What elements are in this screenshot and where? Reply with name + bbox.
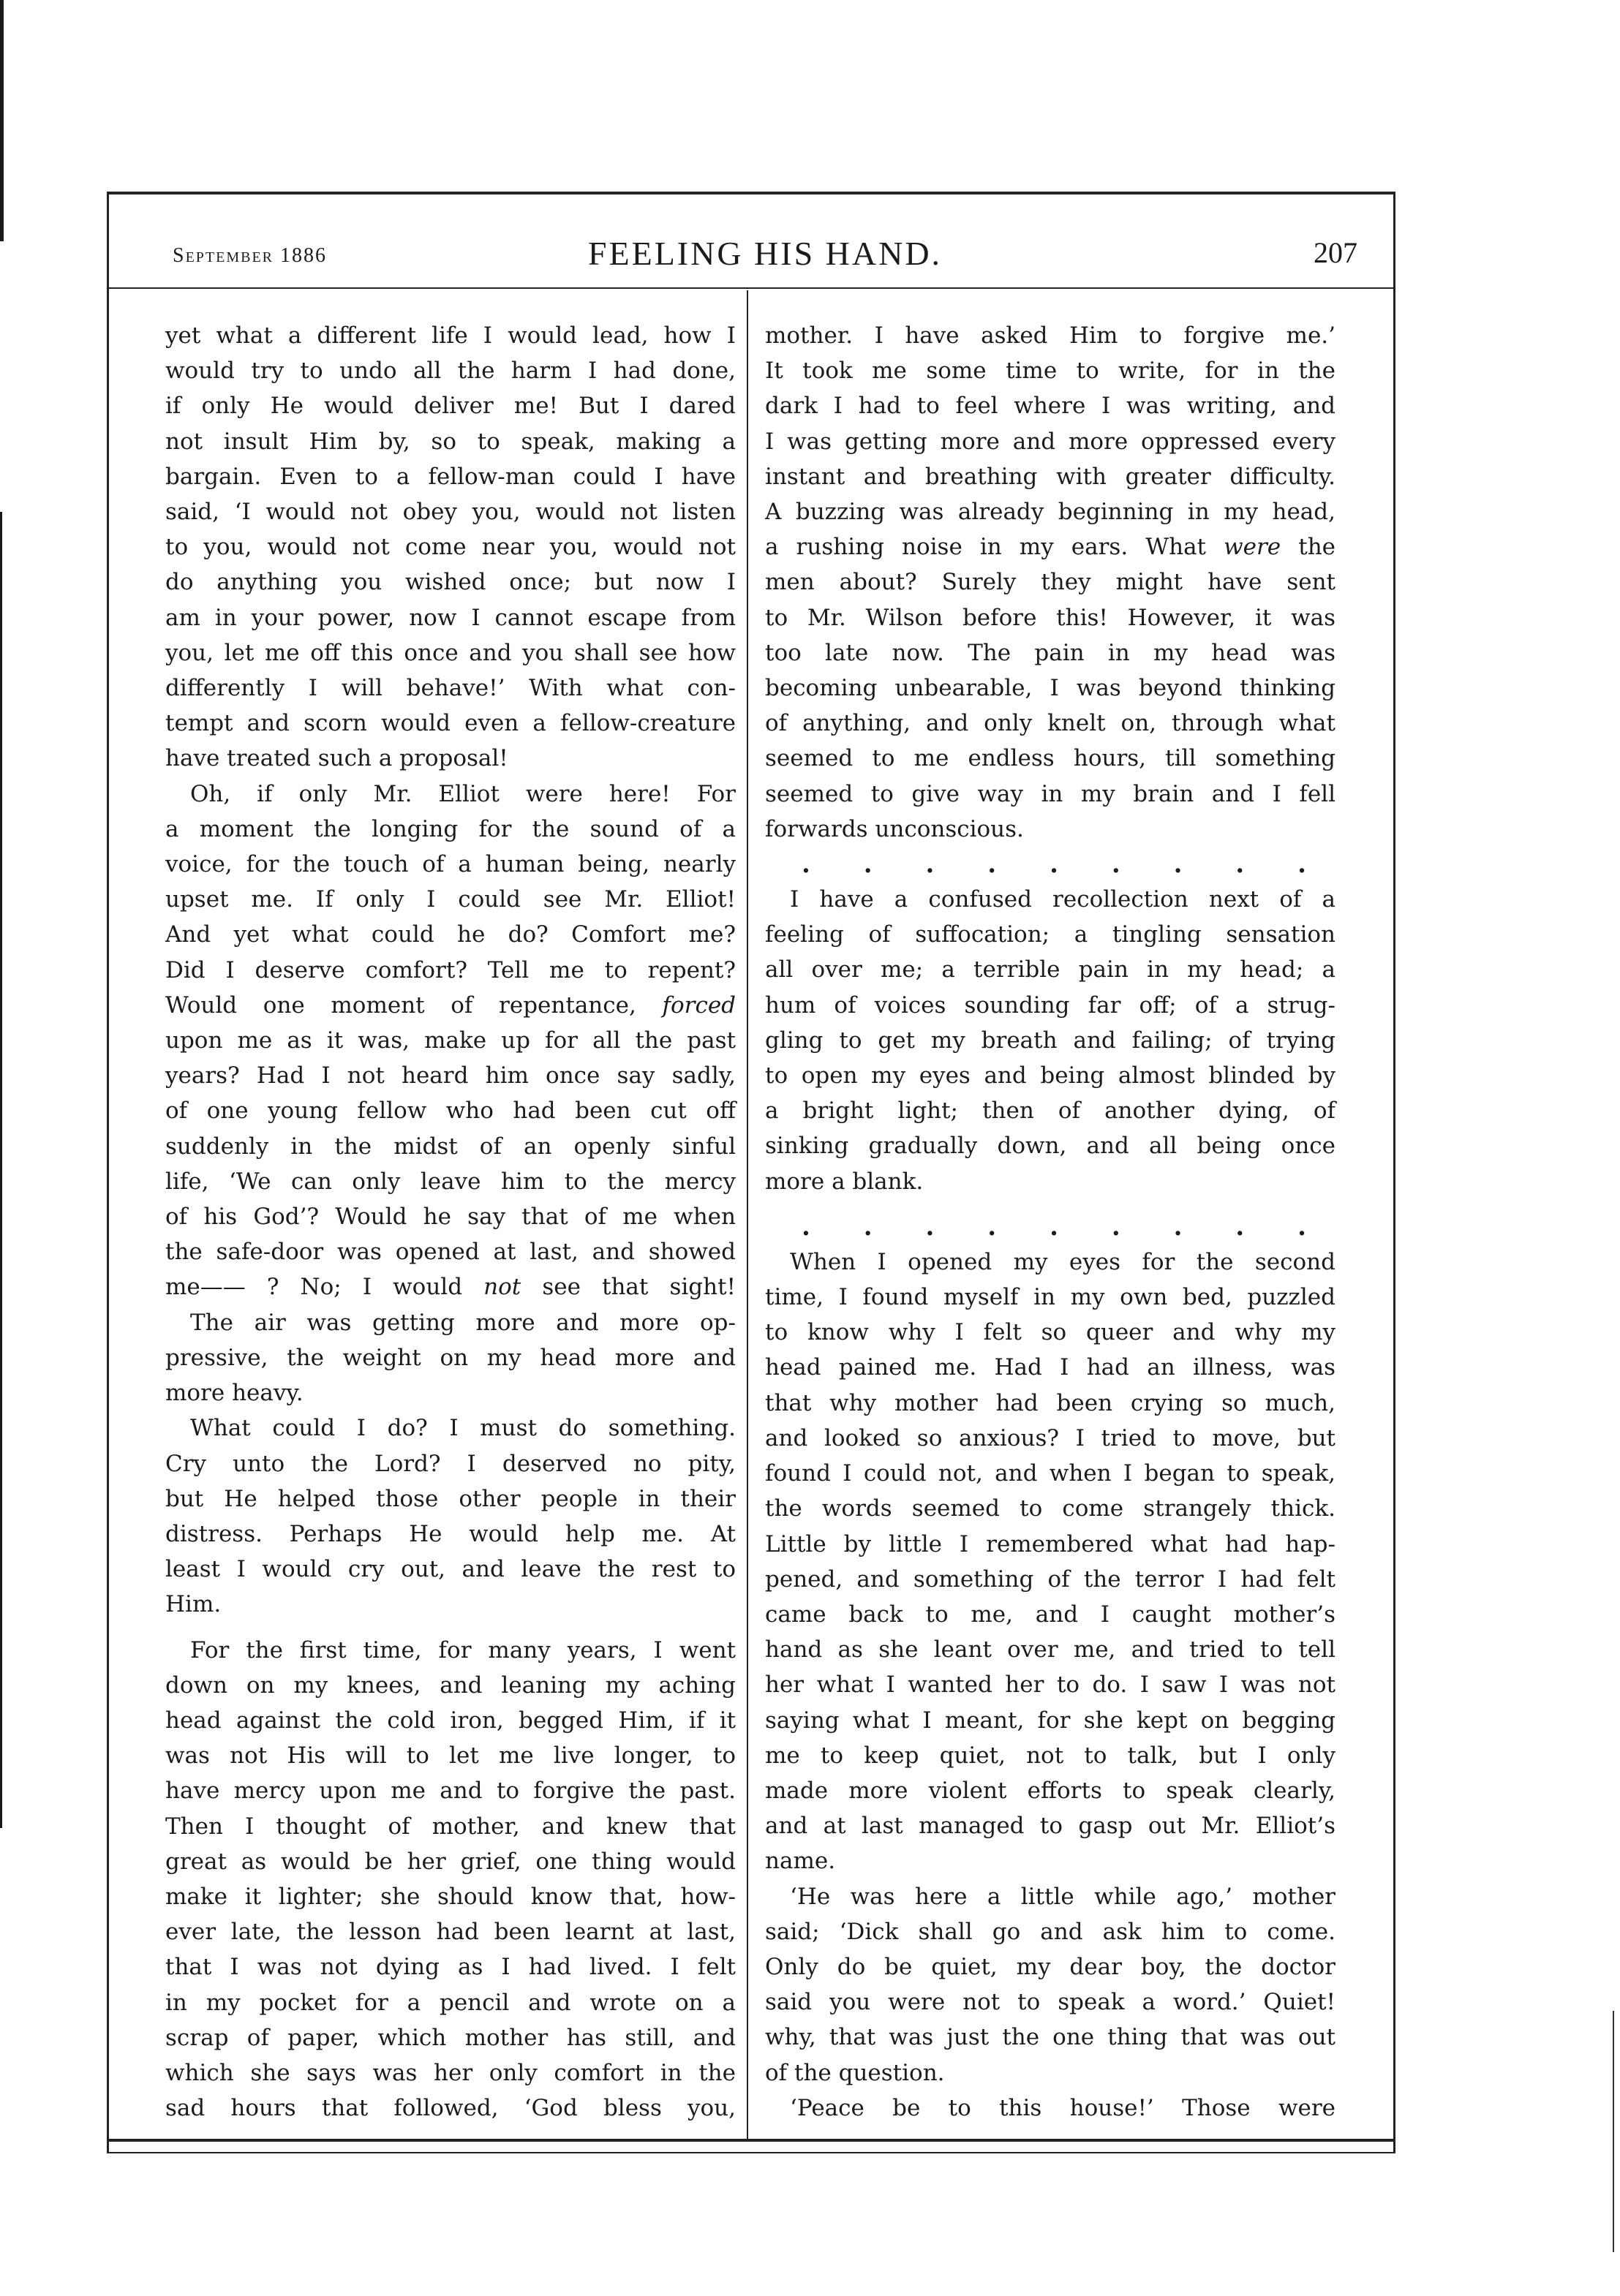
text-line: too late now. The pain in my head was xyxy=(765,639,1335,666)
text-line: am in your power, now I cannot escape from xyxy=(165,604,736,631)
header-rule xyxy=(107,287,1395,289)
text-line: life, ‘We can only leave him to the mercy xyxy=(165,1168,736,1195)
text-line: great as would be her grief, one thing would xyxy=(165,1848,736,1875)
text-line: to open my eyes and being almost blinded by xyxy=(765,1062,1335,1090)
text-line: years? Had I not heard him once say sadly, xyxy=(165,1062,736,1090)
issue-date: September 1886 xyxy=(173,244,328,267)
text-line: head pained me. Had I had an illness, was xyxy=(765,1354,1335,1381)
text-line: which she says was her only comfort in the xyxy=(165,2059,736,2086)
footer-rule xyxy=(107,2139,1395,2142)
text-line: of one young fellow who had been cut off xyxy=(165,1098,736,1125)
text-line: pened, and something of the terror I had felt xyxy=(765,1566,1335,1593)
text-line: dark I had to feel where I was writing, and xyxy=(765,393,1335,420)
text-line: least I would cry out, and leave the rest to xyxy=(165,1556,736,1583)
text-line: I was getting more and more oppressed every xyxy=(765,428,1335,455)
text-line: more heavy. xyxy=(165,1380,304,1407)
text-line: would try to undo all the harm I had done, xyxy=(165,358,736,385)
paragraph-gap xyxy=(165,1623,736,1633)
paragraph xyxy=(765,2091,1335,2126)
text-line: voice, for the touch of a human being, nearly xyxy=(165,851,736,878)
text-line: sinking gradually down, and all being once xyxy=(765,1133,1335,1160)
section-break: . . . . . . . . . xyxy=(802,850,1306,880)
top-rule xyxy=(107,192,1395,195)
text-line xyxy=(765,529,1335,564)
text-line: to you, would not come near you, would not xyxy=(165,534,736,561)
paragraph xyxy=(765,318,1335,847)
text-line: becoming unbearable, I was beyond thinking xyxy=(765,675,1335,702)
paragraph-gap xyxy=(765,1199,1335,1209)
paragraph xyxy=(165,1411,736,1622)
text-line: Little by little I remembered what had hap- xyxy=(765,1530,1335,1557)
text-line: seemed to me endless hours, till something xyxy=(765,745,1335,772)
text-line: feeling of suffocation; a tingling sensation xyxy=(765,921,1335,948)
text-line: men about? Surely they might have sent xyxy=(765,569,1335,596)
text-line: why, that was just the one thing that was out xyxy=(765,2024,1335,2051)
text-segment: the xyxy=(1298,534,1336,561)
text-line: I have a confused recollection next of a xyxy=(790,886,1335,913)
running-head xyxy=(173,234,1357,278)
text-line: The air was getting more and more op- xyxy=(190,1309,736,1336)
text-line: the safe-door was opened at last, and showed xyxy=(165,1239,736,1266)
text-line: When I opened my eyes for the second xyxy=(790,1248,1335,1275)
text-segment: me—— ? No; I would xyxy=(165,1274,463,1301)
text-line: ‘He was here a little while ago,’ mother xyxy=(790,1883,1335,1910)
text-line: of his God’? Would he say that of me when xyxy=(165,1204,736,1231)
paragraph xyxy=(765,1879,1335,2091)
text-line: have treated such a proposal! xyxy=(165,745,508,772)
text-line: suddenly in the midst of an openly sinful xyxy=(165,1133,736,1160)
paragraph xyxy=(165,1633,736,2126)
text-line xyxy=(165,988,736,1023)
text-line: have mercy upon me and to forgive the past. xyxy=(165,1778,736,1805)
text-line: that I was not dying as I had lived. I felt xyxy=(165,1954,736,1981)
text-line: yet what a different life I would lead, how I xyxy=(165,322,736,349)
text-line: seemed to give way in my brain and I fell xyxy=(765,780,1335,807)
text-segment: a rushing noise in my ears. What xyxy=(765,534,1207,561)
text-line: gling to get my breath and failing; of trying xyxy=(765,1027,1335,1054)
text-line: upset me. If only I could see Mr. Elliot! xyxy=(165,886,736,913)
edge-mark xyxy=(1613,2011,1614,2252)
text-line: instant and breathing with greater difficulty. xyxy=(765,463,1335,490)
text-line: do anything you wished once; but now I xyxy=(165,569,736,596)
text-line: forwards unconscious. xyxy=(765,815,1024,842)
text-line: said you were not to speak a word.’ Quiet! xyxy=(765,1989,1335,2016)
page-number: 207 xyxy=(1314,236,1357,269)
text-line: to Mr. Wilson before this! However, it was xyxy=(765,604,1335,631)
text-line: Him. xyxy=(165,1591,222,1618)
text-line: but He helped those other people in their xyxy=(165,1485,736,1512)
text-line: differently I will behave!’ With what con- xyxy=(165,675,736,702)
text-line: scrap of paper, which mother has still, and xyxy=(165,2024,736,2051)
text-line: upon me as it was, make up for all the past xyxy=(165,1027,736,1054)
text-line: in my pocket for a pencil and wrote on a xyxy=(165,1989,736,2016)
paragraph xyxy=(765,882,1335,1199)
right-border xyxy=(1393,192,1395,2153)
text-line: For the first time, for many years, I went xyxy=(190,1636,736,1664)
paragraph xyxy=(165,1305,736,1411)
text-line: distress. Perhaps He would help me. At xyxy=(165,1520,736,1547)
text-line: bargain. Even to a fellow-man could I have xyxy=(165,463,736,490)
text-line: head against the cold iron, begged Him, if it xyxy=(165,1707,736,1734)
text-line: found I could not, and when I began to speak, xyxy=(765,1460,1335,1487)
text-line: if only He would deliver me! But I dared xyxy=(165,393,736,420)
text-line: hum of voices sounding far off; of a strug- xyxy=(765,992,1335,1019)
text-line: a moment the longing for the sound of a xyxy=(165,815,736,842)
text-line: that why mother had been crying so much, xyxy=(765,1389,1335,1416)
section-break: . . . . . . . . . xyxy=(802,1212,1306,1242)
text-line: Did I deserve comfort? Tell me to repent? xyxy=(165,956,736,983)
text-line: hand as she leant over me, and tried to tell xyxy=(765,1636,1335,1664)
text-line: What could I do? I must do something. xyxy=(190,1415,736,1442)
text-line: ever late, the lesson had been learnt at last, xyxy=(165,1919,736,1946)
text-line: time, I found myself in my own bed, puzzled xyxy=(765,1284,1335,1311)
text-line: pressive, the weight on my head more and xyxy=(165,1344,736,1371)
text-line: And yet what could he do? Comfort me? xyxy=(165,921,736,948)
text-line: It took me some time to write, for in the xyxy=(765,358,1335,385)
text-segment: Would one moment of repentance, xyxy=(165,992,636,1019)
text-line: ‘Peace be to this house!’ Those were xyxy=(790,2094,1335,2121)
text-line: not insult Him by, so to speak, making a xyxy=(165,428,736,455)
text-line: mother. I have asked Him to forgive me.’ xyxy=(765,322,1335,349)
binding-mark xyxy=(0,0,4,241)
text-segment: see that sight! xyxy=(542,1274,736,1301)
text-line: of anything, and only knelt on, through what xyxy=(765,710,1335,737)
text-line: and at last managed to gasp out Mr. Elliot’s xyxy=(765,1813,1335,1840)
footer-rule-thin xyxy=(107,2152,1395,2153)
left-column xyxy=(165,318,736,2126)
paragraph xyxy=(165,318,736,777)
text-line: and looked so anxious? I tried to move, but xyxy=(765,1424,1335,1451)
emphasis: forced xyxy=(662,992,736,1019)
text-line: made more violent efforts to speak clearly, xyxy=(765,1777,1335,1804)
text-line: sad hours that followed, ‘God bless you, xyxy=(165,2095,736,2122)
emphasis: not xyxy=(483,1274,521,1301)
text-line: to know why I felt so queer and why my xyxy=(765,1319,1335,1346)
text-line: of the question. xyxy=(765,2059,945,2086)
text-line: was not His will to let me live longer, to xyxy=(165,1742,736,1770)
text-line: you, let me off this once and you shall see how xyxy=(165,639,736,666)
text-line: make it lighter; she should know that, how- xyxy=(165,1883,736,1910)
text-line: a bright light; then of another dying, of xyxy=(765,1098,1335,1125)
right-column xyxy=(765,318,1335,2126)
text-line: name. xyxy=(765,1848,836,1875)
text-line: Oh, if only Mr. Elliot were here! For xyxy=(190,780,736,807)
left-border xyxy=(107,192,109,2153)
text-line: Cry unto the Lord? I deserved no pity, xyxy=(165,1450,736,1477)
text-line: more a blank. xyxy=(765,1168,924,1195)
text-line: saying what I meant, for she kept on begging xyxy=(765,1707,1335,1734)
emphasis: were xyxy=(1224,534,1281,561)
text-line: the words seemed to come strangely thick. xyxy=(765,1495,1335,1522)
text-line xyxy=(165,1269,736,1304)
text-line: tempt and scorn would even a fellow-creature xyxy=(165,710,736,737)
text-line: A buzzing was already beginning in my head, xyxy=(765,499,1335,526)
text-line: came back to me, and I caught mother’s xyxy=(765,1601,1335,1628)
binding-mark xyxy=(0,512,2,1828)
text-line: said, ‘I would not obey you, would not listen xyxy=(165,499,736,526)
text-line: Then I thought of mother, and knew that xyxy=(165,1813,736,1840)
text-line: down on my knees, and leaning my aching xyxy=(165,1672,736,1699)
article-title: FEELING HIS HAND. xyxy=(587,235,943,272)
paragraph xyxy=(765,1245,1335,1879)
text-line: her what I wanted her to do. I saw I was not xyxy=(765,1672,1335,1699)
text-line: said; ‘Dick shall go and ask him to come. xyxy=(765,1918,1335,1945)
text-line: Only do be quiet, my dear boy, the doctor xyxy=(765,1953,1335,1980)
paragraph xyxy=(165,777,736,1305)
text-line: all over me; a terrible pain in my head; a xyxy=(765,956,1335,983)
text-line: me to keep quiet, not to talk, but I only xyxy=(765,1742,1335,1769)
column-divider xyxy=(747,290,748,2139)
